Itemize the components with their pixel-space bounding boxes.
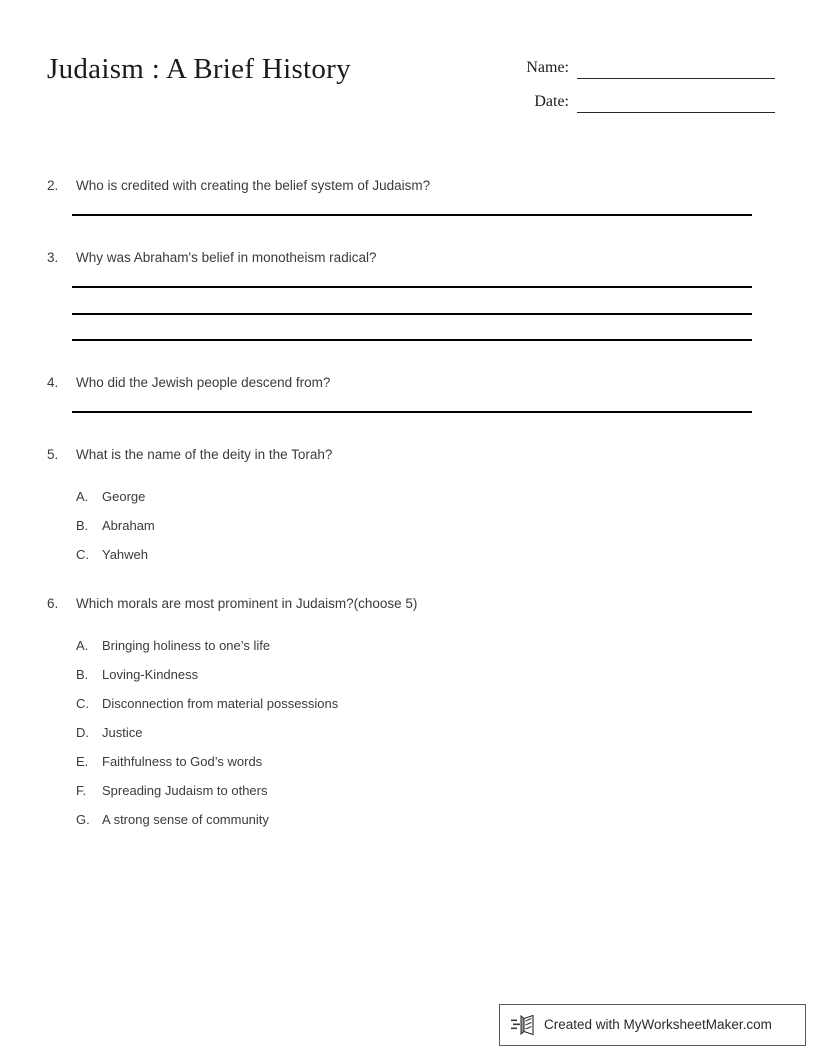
option-row[interactable] <box>76 636 816 665</box>
option-row[interactable] <box>76 810 816 839</box>
question-number: 5. <box>47 447 59 462</box>
option-letter: E. <box>76 754 89 769</box>
answer-line[interactable] <box>72 313 752 315</box>
question-text: Which morals are most prominent in Judaism?(choose 5) <box>76 596 418 611</box>
option-text: A strong sense of community <box>102 812 269 827</box>
answer-lines <box>72 286 752 341</box>
question-row <box>0 373 816 393</box>
option-text: Spreading Judaism to others <box>102 783 268 798</box>
option-letter: D. <box>76 725 89 740</box>
page-title: Judaism : A Brief History <box>47 53 351 85</box>
question-number: 2. <box>47 178 59 193</box>
option-text: Faithfulness to God’s words <box>102 754 263 769</box>
option-letter: C. <box>76 547 89 562</box>
question-text: Who is credited with creating the belief system of Judaism? <box>76 178 431 193</box>
created-with-label: Created with MyWorksheetMaker.com <box>544 1017 772 1032</box>
option-letter: B. <box>76 667 89 682</box>
option-text: Abraham <box>102 518 155 533</box>
option-text: Justice <box>102 725 143 740</box>
option-row[interactable] <box>76 723 816 752</box>
question-block <box>0 445 816 574</box>
question-text: Who did the Jewish people descend from? <box>76 375 331 390</box>
option-list <box>76 487 816 574</box>
option-letter: B. <box>76 518 89 533</box>
option-text: Yahweh <box>102 547 149 562</box>
questions-list <box>0 176 816 859</box>
answer-lines <box>72 411 752 413</box>
name-date-fields <box>505 48 775 116</box>
option-letter: A. <box>76 489 89 504</box>
question-block <box>0 176 816 216</box>
question-block <box>0 594 816 839</box>
worksheet-header <box>0 0 816 140</box>
option-letter: A. <box>76 638 89 653</box>
question-number: 6. <box>47 596 59 611</box>
question-row <box>0 594 816 614</box>
name-label: Name: <box>526 59 569 76</box>
option-row[interactable] <box>76 694 816 723</box>
question-block <box>0 373 816 413</box>
date-field-row <box>505 82 775 116</box>
option-letter: G. <box>76 812 90 827</box>
question-text: What is the name of the deity in the Torah? <box>76 447 333 462</box>
option-row[interactable] <box>76 752 816 781</box>
answer-line[interactable] <box>72 214 752 216</box>
worksheet-maker-logo-icon <box>511 1013 537 1037</box>
option-text: Disconnection from material possessions <box>102 696 339 711</box>
question-text: Why was Abraham's belief in monotheism radical? <box>76 250 377 265</box>
date-input-line[interactable] <box>577 112 775 113</box>
name-input-line[interactable] <box>577 78 775 79</box>
option-text: Loving-Kindness <box>102 667 199 682</box>
option-text: George <box>102 489 146 504</box>
option-text: Bringing holiness to one’s life <box>102 638 271 653</box>
date-label: Date: <box>534 93 569 110</box>
created-with-badge[interactable] <box>499 1004 806 1046</box>
question-row <box>0 248 816 268</box>
option-row[interactable] <box>76 545 816 574</box>
answer-line[interactable] <box>72 339 752 341</box>
option-row[interactable] <box>76 487 816 516</box>
answer-lines <box>72 214 752 216</box>
option-row[interactable] <box>76 781 816 810</box>
question-number: 3. <box>47 250 59 265</box>
question-number: 4. <box>47 375 59 390</box>
question-block <box>0 248 816 341</box>
option-list <box>76 636 816 839</box>
name-field-row <box>505 48 775 82</box>
option-row[interactable] <box>76 665 816 694</box>
question-row <box>0 176 816 196</box>
option-row[interactable] <box>76 516 816 545</box>
option-letter: C. <box>76 696 89 711</box>
answer-line[interactable] <box>72 411 752 413</box>
answer-line[interactable] <box>72 286 752 288</box>
option-letter: F. <box>76 783 87 798</box>
question-row <box>0 445 816 465</box>
